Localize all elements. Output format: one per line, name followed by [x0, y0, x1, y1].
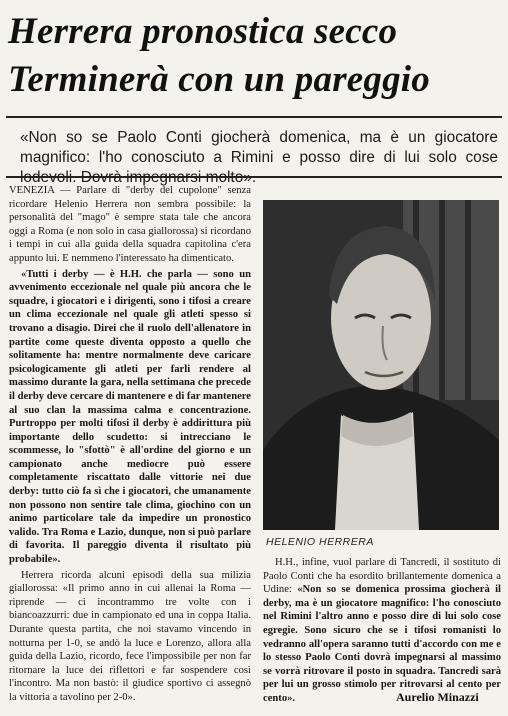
herrera-portrait-image — [263, 200, 499, 530]
herrera-photo — [263, 200, 499, 530]
article-left-column — [9, 184, 251, 707]
byline: Aurelio Minazzi — [396, 690, 479, 704]
deck-subheadline: «Non so se Paolo Conti giocherà domenica, ma è un giocatore magnifico: l'ho conosciuto a Rimini e posso dire di lui solo cose lodevoli. Dovrà impegnarsi molto». — [20, 129, 498, 186]
article-right-column — [263, 556, 501, 708]
quote-paragraph: «Tutti i derby — è H.H. che parla — sono un avvenimento eccezionale nel quale più ancora che le squadre, i giocatori e i dirigenti, sono i tifosi a creare un clima eccezionale nel quale gli atleti spesso si trovano a disagio. Direi che il ruolo dell'allenatore in partite come queste diventa opposto a quello che solitamente ha: mentre normalmente deve caricare psicologicamente gli atleti per farli rendere al massimo durante la gara, nella settimana che precede il derby deve cercare di mantenere e di far mantenere al suo clan la massima calma e concentrazione. Purtroppo per molti tifosi il derby è addirittura più importante dello scudetto: si intrecciano le scommesse, lo "sfottò" è all'ordine del giorno e un campionato anche mediocre può essere completamente riscattato dalle vittorie nei due derby: tutto ciò fa sì che i giocatori, che umanamente non possono non sentire tale clima, giochino con un animo particolare tale da impedire un pronostico valido. Tra Roma e Lazio, dunque, non si può parlare di favorita. Il pareggio diventa il risultato più probabile». — [9, 268, 251, 566]
headline-line-2: Terminerà con un pareggio — [8, 59, 430, 100]
dateline: VENEZIA — — [9, 185, 71, 196]
intro-text: Parlare di "derby del cupolone" senza ricordare Helenio Herrera non sembra possibile: la personalità del "mago" è sempre stata tale che ancora oggi a Roma (e non solo in casa giallorossa) si ricordano i tempi in cui alla guida della squadra capitolina c'era appunto lui. E nemmeno l'interessato ha dimenticato. — [9, 185, 251, 264]
top-rule — [6, 116, 502, 118]
memory-paragraph: Herrera ricorda alcuni episodi della sua milizia giallorossa: «Il primo anno in cui allenai la Roma — riprende — ci incontrammo tre volte con i biancoazzurri: due in campionato ed una in coppa Italia. Durante questa partita, che noi stavamo vincendo in notturna per 1-0, se andò la luce e Lorenzo, allora alla guida della Lazio, ricordo, fece l'impossibile per non far ritornare la luce dei riflettori e far sospendere così l'incontro. Ma non bastò: il giudice sportivo ci assegnò la vittoria a tavolino per 2-0». — [9, 569, 251, 703]
right-intro-text: H.H., infine, vuol parlare di Tancredi, il sostituto di Paolo Conti che ha esordito brillantemente domenica a Udine: — [263, 557, 501, 596]
headline-line-1: Herrera pronostica secco — [8, 11, 398, 52]
right-quote-text: «Non so se domenica prossima giocherà il derby, ma è un giocatore magnifico: l'ho conosciuto nel Rimini l'altro anno e posso dire di lui solo cose egregie. Sono sicuro che se i tifosi romanisti lo vedranno all'opera saranno tutti d'accordo con me e lo stesso Paolo Conti dovrà impegnarsi al massimo se vorrà ritrovare il posto in squadra. Tancredi sarà per lui un grosso stimolo per ritrovarsi al cento per cento». — [263, 584, 501, 704]
intro-paragraph — [9, 184, 251, 266]
photo-caption: HELENIO HERRERA — [266, 536, 374, 548]
right-paragraph — [263, 556, 501, 706]
deck-rule — [6, 176, 502, 178]
